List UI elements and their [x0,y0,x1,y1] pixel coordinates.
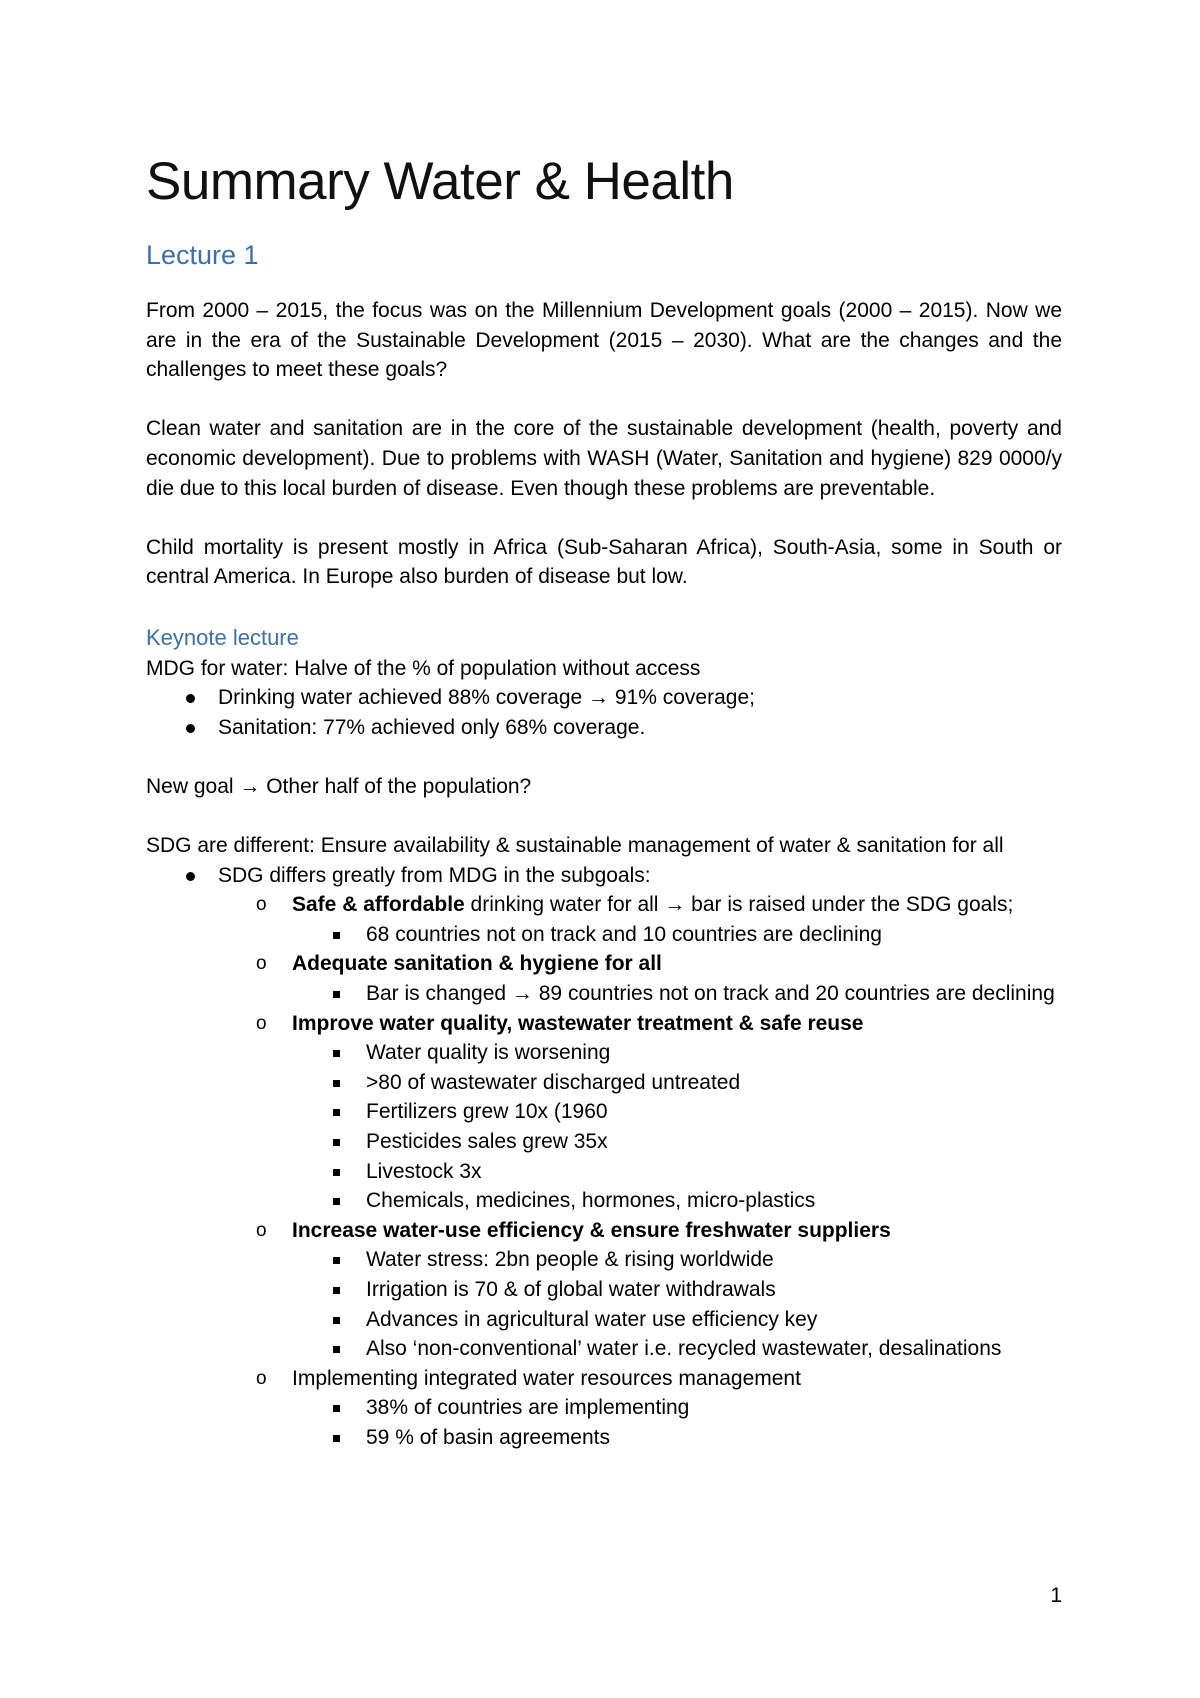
square-bullet-icon [333,991,340,998]
square-bullet-icon [333,1109,340,1116]
intro-paragraph: From 2000 – 2015, the focus was on the Millennium Development goals (2000 – 2015). Now we are in the era of the Sustainable Development (2015 – 2030). What are the changes and the challenges to meet these goals? [146,299,1062,382]
page-number: 1 [1050,1584,1062,1607]
page-title: Summary Water & Health [146,152,734,211]
list-item: 68 countries not on track and 10 countries are declining [146,920,1062,950]
circle-bullet-icon: o [256,953,267,975]
square-bullet-icon [333,932,340,939]
list-item: 38% of countries are implementing [146,1393,1062,1423]
sdg-bullet-list [146,861,1062,1453]
subgoal-item: o Improve water quality, wastewater treatment & safe reuse [146,1009,1062,1039]
mdg-bullet-list [146,683,1062,742]
square-bullet-icon [333,1198,340,1205]
list-item: Water stress: 2bn people & rising worldwide [146,1245,1062,1275]
circle-bullet-icon: o [256,1367,267,1389]
square-bullet-icon [333,1317,340,1324]
new-goal-line: New goal → Other half of the population? [146,774,532,798]
square-bullet-icon [333,1287,340,1294]
lecture-heading: Lecture 1 [146,240,259,270]
square-bullet-icon [333,1169,340,1176]
circle-bullet-icon: o [256,1219,267,1241]
list-item: Sanitation: 77% achieved only 68% coverage. [146,713,1062,743]
list-item: 59 % of basin agreements [146,1423,1062,1453]
list-item: Bar is changed → 89 countries not on track and 20 countries are declining [146,979,1062,1009]
list-item: Livestock 3x [146,1157,1062,1187]
keynote-heading: Keynote lecture [146,624,299,650]
square-bullet-icon [333,1405,340,1412]
square-bullet-icon [333,1050,340,1057]
square-bullet-icon [333,1435,340,1442]
square-bullet-icon [333,1257,340,1264]
list-item: SDG differs greatly from MDG in the subgoals: [146,861,1062,891]
list-item: Water quality is worsening [146,1038,1062,1068]
square-bullet-icon [333,1080,340,1087]
circle-bullet-icon: o [256,1012,267,1034]
list-item: Drinking water achieved 88% coverage → 91% coverage; [146,683,1062,713]
sdg-line: SDG are different: Ensure availability & sustainable management of water & sanitation for all [146,834,1004,858]
circle-bullet-icon: o [256,894,267,916]
list-item: >80 of wastewater discharged untreated [146,1068,1062,1098]
list-item: Advances in agricultural water use efficiency key [146,1305,1062,1335]
list-item: Chemicals, medicines, hormones, micro-plastics [146,1186,1062,1216]
bullet-icon [186,694,195,703]
list-item: Pesticides sales grew 35x [146,1127,1062,1157]
list-item: Also ‘non-conventional’ water i.e. recycled wastewater, desalinations [146,1334,1062,1364]
list-item: Irrigation is 70 & of global water withdrawals [146,1275,1062,1305]
bullet-icon [186,724,195,733]
subgoal-item: o Implementing integrated water resources management [146,1364,1062,1394]
list-item: Fertilizers grew 10x (1960 [146,1097,1062,1127]
document-body [146,150,1062,1453]
child-mortality-paragraph: Child mortality is present mostly in Africa (Sub-Saharan Africa), South-Asia, some in South or central America. In Europe also burden of disease but low. [146,535,1062,589]
square-bullet-icon [333,1346,340,1353]
square-bullet-icon [333,1139,340,1146]
bullet-icon [186,872,195,881]
subgoal-item: o Increase water-use efficiency & ensure freshwater suppliers [146,1216,1062,1246]
mdg-line: MDG for water: Halve of the % of population without access [146,656,701,680]
subgoal-item: o Safe & affordable drinking water for all → bar is raised under the SDG goals; [146,890,1062,920]
wash-paragraph: Clean water and sanitation are in the core of the sustainable development (health, poverty and economic development). Due to problems with WASH (Water, Sanitation and hygiene) 829 0000/y die due to this local burden of disease. Even though these problems are preventable. [146,417,1062,500]
subgoal-item: o Adequate sanitation & hygiene for all [146,949,1062,979]
